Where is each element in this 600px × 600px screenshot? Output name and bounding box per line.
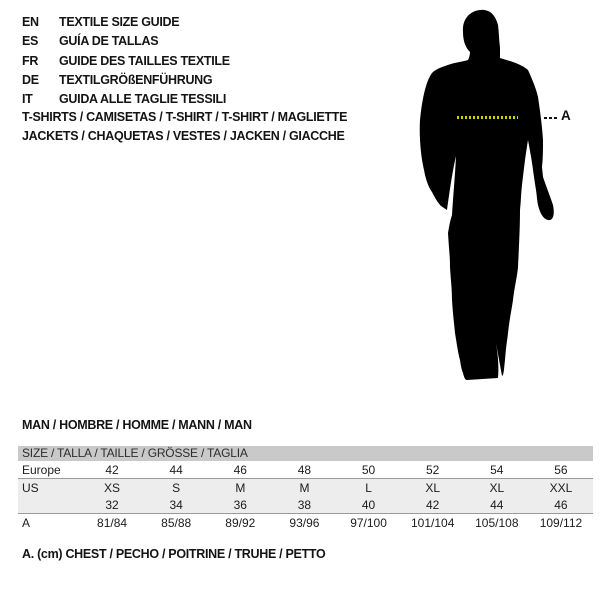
size-cell: M bbox=[299, 480, 310, 495]
language-code: EN bbox=[22, 15, 39, 29]
size-cell: 105/108 bbox=[475, 515, 519, 530]
size-cell: 101/104 bbox=[410, 515, 455, 530]
size-table-grid bbox=[18, 461, 593, 531]
size-cell: M bbox=[235, 480, 246, 495]
man-silhouette bbox=[400, 5, 575, 390]
size-cell: XL bbox=[425, 480, 441, 495]
size-cell: 93/96 bbox=[289, 515, 320, 530]
language-title: GUÍA DE TALLAS bbox=[59, 34, 159, 49]
language-list bbox=[22, 13, 230, 109]
size-cell: 44 bbox=[169, 462, 183, 477]
size-cell: 48 bbox=[297, 462, 312, 477]
measure-label-a: A bbox=[561, 108, 571, 123]
measure-leader-line bbox=[544, 117, 559, 119]
size-cell: 89/92 bbox=[225, 515, 256, 530]
size-cell: XL bbox=[489, 480, 505, 495]
size-table-header: SIZE / TALLA / TAILLE / GRÖSSE / TAGLIA bbox=[18, 446, 593, 461]
size-cell: XS bbox=[104, 480, 121, 495]
language-row-it bbox=[22, 90, 230, 109]
size-cell: XXL bbox=[549, 480, 573, 495]
size-cell: 44 bbox=[490, 497, 504, 512]
garment-categories bbox=[22, 108, 347, 147]
language-title: TEXTILE SIZE GUIDE bbox=[59, 15, 180, 29]
language-title: GUIDE DES TAILLES TEXTILE bbox=[59, 53, 230, 68]
table-row-numeric bbox=[18, 496, 593, 514]
size-cell: 81/84 bbox=[97, 515, 128, 530]
size-cell: 42 bbox=[105, 462, 119, 477]
language-row-es bbox=[22, 32, 230, 51]
size-cell: 46 bbox=[233, 462, 247, 477]
size-cell: 97/100 bbox=[350, 515, 387, 530]
size-cell: S bbox=[172, 480, 181, 495]
category-line-tshirts: T-SHIRTS / CAMISETAS / T-SHIRT / T-SHIRT / MAGLIETTE bbox=[22, 110, 348, 124]
language-code: IT bbox=[22, 92, 33, 107]
row-label: US bbox=[22, 480, 39, 495]
size-cell: 36 bbox=[233, 497, 247, 512]
size-cell: 40 bbox=[361, 497, 376, 512]
table-row-europe bbox=[18, 461, 593, 479]
size-cell: 54 bbox=[490, 462, 504, 477]
size-cell: 32 bbox=[105, 497, 119, 512]
language-title: TEXTILGRÖßENFÜHRUNG bbox=[59, 72, 213, 87]
size-cell: 42 bbox=[426, 497, 440, 512]
language-code: ES bbox=[22, 34, 39, 49]
language-row-fr bbox=[22, 52, 230, 71]
size-cell: 52 bbox=[426, 462, 440, 477]
size-cell: 50 bbox=[361, 462, 376, 477]
size-cell: 46 bbox=[554, 497, 568, 512]
size-cell: 85/88 bbox=[161, 515, 192, 530]
category-line-jackets: JACKETS / CHAQUETAS / VESTES / JACKEN / GIACCHE bbox=[22, 129, 345, 144]
table-row-us bbox=[18, 479, 593, 497]
language-row-en bbox=[22, 13, 230, 32]
size-table bbox=[18, 446, 593, 531]
row-label bbox=[18, 496, 80, 514]
language-title: GUIDA ALLE TAGLIE TESSILI bbox=[59, 92, 227, 107]
chest-measure-dashed-line bbox=[457, 116, 518, 119]
row-label: A bbox=[22, 515, 31, 530]
language-row-de bbox=[22, 71, 230, 90]
table-row-chest-a bbox=[18, 514, 593, 532]
size-cell: 56 bbox=[554, 462, 568, 477]
gender-heading: MAN / HOMBRE / HOMME / MANN / MAN bbox=[22, 418, 252, 432]
measure-footnote: A. (cm) CHEST / PECHO / POITRINE / TRUHE / PETTO bbox=[22, 547, 326, 561]
language-code: DE bbox=[22, 72, 39, 87]
language-code: FR bbox=[22, 53, 39, 68]
size-cell: 34 bbox=[169, 497, 183, 512]
size-cell: 109/112 bbox=[539, 515, 583, 530]
size-cell: 38 bbox=[297, 497, 312, 512]
size-cell: L bbox=[365, 480, 372, 495]
row-label: Europe bbox=[22, 462, 61, 477]
